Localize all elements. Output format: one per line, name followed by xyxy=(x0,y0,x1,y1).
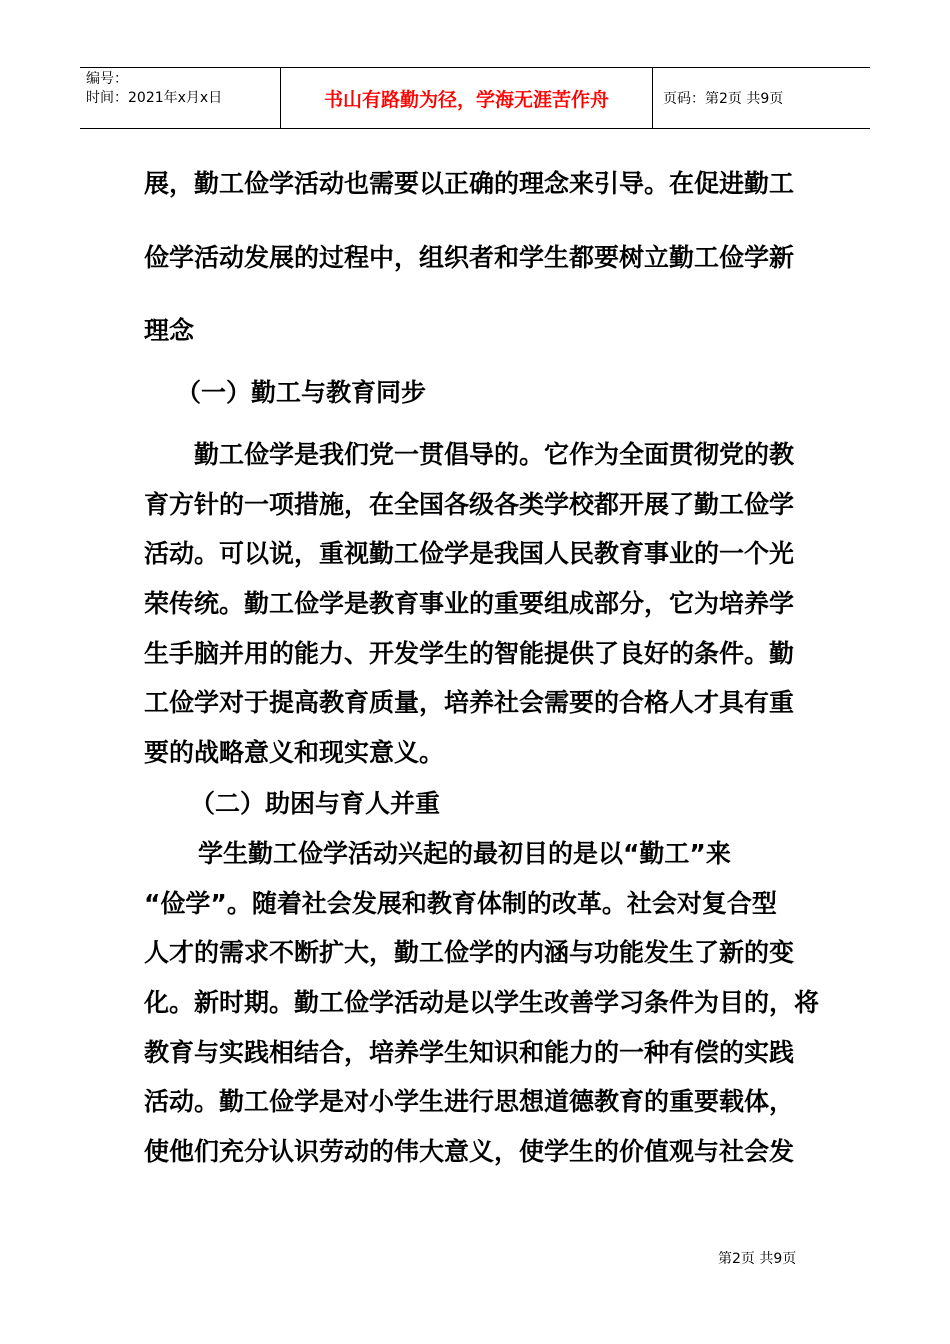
body-line: 生手脑并用的能力、开发学生的智能提供了良好的条件。勤 xyxy=(144,639,795,668)
header-page-info: 页码：第2页 共9页 xyxy=(663,91,784,107)
body-line: 人才的需求不断扩大，勤工俭学的内涵与功能发生了新的变 xyxy=(144,938,795,967)
body-line: 化。新时期。勤工俭学活动是以学生改善学习条件为目的，将 xyxy=(144,988,820,1017)
section-heading: （一）勤工与教育同步 xyxy=(176,378,427,407)
header-motto: 书山有路勤为径，学海无涯苦作舟 xyxy=(281,68,653,128)
body-line: 活动。勤工俭学是对小学生进行思想道德教育的重要载体， xyxy=(144,1087,795,1116)
body-line: 要的战略意义和现实意义。 xyxy=(144,738,445,767)
body-line: 工俭学对于提高教育质量，培养社会需要的合格人才具有重 xyxy=(144,688,795,717)
number-label: 编号： xyxy=(86,71,128,87)
body-line: “俭学”。随着社会发展和教育体制的改革。社会对复合型 xyxy=(144,889,777,918)
body-line: 学生勤工俭学活动兴起的最初目的是以“勤工”来 xyxy=(198,839,731,868)
body-line: 俭学活动发展的过程中，组织者和学生都要树立勤工俭学新 xyxy=(144,243,795,272)
body-line: 理念 xyxy=(144,316,195,345)
body-line: 勤工俭学是我们党一贯倡导的。它作为全面贯彻党的教 xyxy=(194,440,795,469)
body-line: 荣传统。勤工俭学是教育事业的重要组成部分，它为培养学 xyxy=(144,589,795,618)
page-header xyxy=(80,67,870,129)
body-line: 教育与实践相结合，培养学生知识和能力的一种有偿的实践 xyxy=(144,1038,795,1067)
section-heading: （二）助困与育人并重 xyxy=(190,789,441,818)
header-meta xyxy=(80,68,281,128)
body-line: 活动。可以说，重视勤工俭学是我国人民教育事业的一个光 xyxy=(144,539,795,568)
body-line: 展，勤工俭学活动也需要以正确的理念来引导。在促进勤工 xyxy=(144,169,795,198)
body-line: 使他们充分认识劳动的伟大意义，使学生的价值观与社会发 xyxy=(144,1137,795,1166)
time-label: 时间：2021年x月x日 xyxy=(86,90,223,106)
body-line: 育方针的一项措施，在全国各级各类学校都开展了勤工俭学 xyxy=(144,490,795,519)
page-footer: 第2页 共9页 xyxy=(718,1251,797,1267)
